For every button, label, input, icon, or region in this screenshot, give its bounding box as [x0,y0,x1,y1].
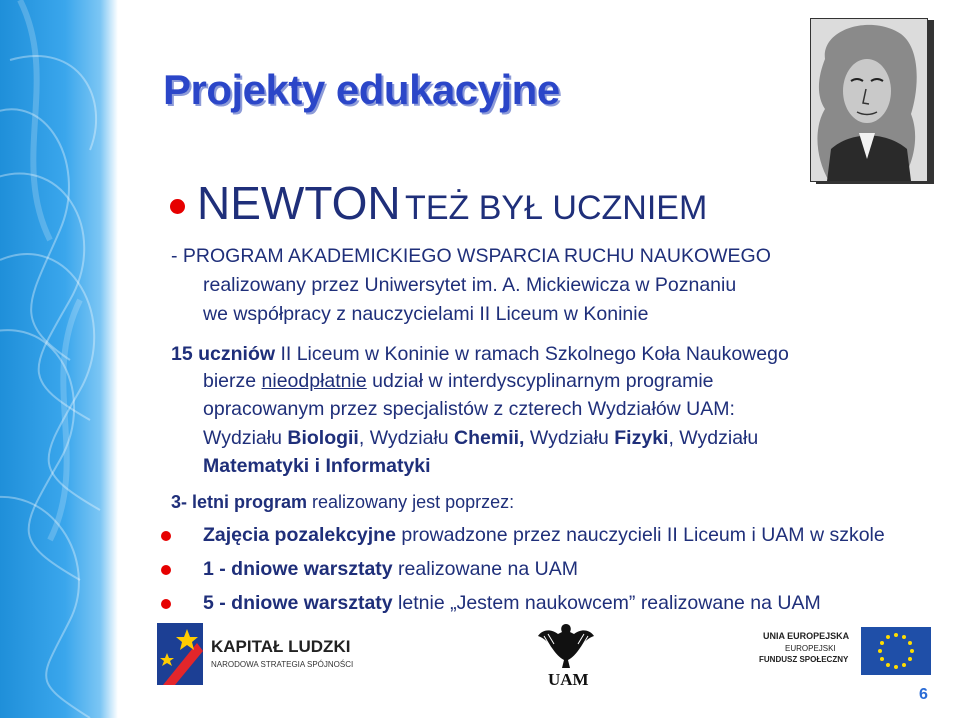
students-count: 15 uczniów [171,343,276,365]
eu-flag-icon [861,627,931,675]
bullet-item-2-bold: 1 - dniowe warsztaty [203,558,393,580]
faculty-math: Matematyki i Informatyki [203,455,431,477]
participation-pre: bierze [203,370,262,392]
uam-logo [536,620,596,690]
red-bullet-icon [161,565,171,575]
kapital-ludzki-logo [157,623,357,685]
red-bullet-icon [161,531,171,541]
decorative-sidebar [0,0,118,718]
newton-portrait [810,18,928,182]
program-intro [171,492,514,513]
page-number: 6 [919,686,928,703]
bullet-item-3 [203,592,821,615]
faculty-label-4: , Wydziału [668,427,759,449]
bullet-item-1 [203,524,885,547]
page-title: Projekty edukacyjne [163,66,560,113]
bullet-item-2-rest: realizowane na UAM [392,558,578,580]
faculty-physics: Fizyki [614,427,669,449]
program-line-3: we współpracy z nauczycielami II Liceum w Koninie [203,303,649,325]
bullet-item-1-bold: Zajęcia pozalekcyjne [203,524,396,546]
kapital-ludzki-name: KAPITAŁ LUDZKI [211,637,351,656]
bullet-item-3-bold: 5 - dniowe warsztaty [203,592,393,614]
prepared-line: opracowanym przez specjalistów z czterech Wydziałów UAM: [203,398,735,420]
sidebar-swirl-graphic [0,0,118,718]
eu-european-text: EUROPEJSKI [785,644,836,653]
faculty-label-1: Wydziału [203,427,288,449]
program-intro-rest: realizowany jest poprzez: [307,492,515,512]
eu-union-text: UNIA EUROPEJSKA [763,631,850,641]
newton-portrait-image [811,19,927,181]
program-line-1: - PROGRAM AKADEMICKIEGO WSPARCIA RUCHU NAUKOWEGO [171,245,771,267]
uam-text: UAM [548,670,589,689]
faculties-line [203,427,758,450]
headline-newton: NEWTON [197,177,401,229]
faculty-biology: Biologii [287,427,359,449]
bullet-item-2 [203,558,578,581]
participation-free: nieodpłatnie [261,370,367,392]
participation-post: udział w interdyscyplinarnym programie [366,370,714,392]
students-line [171,343,789,366]
eu-logo [755,623,935,683]
participation-line [203,370,714,393]
students-rest: II Liceum w Koninie w ramach Szkolnego Koła Naukowego [275,343,789,365]
red-bullet-icon [170,199,185,214]
program-intro-bold: 3- letni program [171,492,308,512]
kapital-ludzki-subtitle: NARODOWA STRATEGIA SPÓJNOŚCI [211,660,354,669]
faculty-label-2: , Wydziału [358,427,455,449]
bullet-item-3-rest: letnie „Jestem naukowcem” realizowane na UAM [392,592,821,614]
faculty-label-3: Wydziału [524,427,615,449]
kapital-ludzki-star-icon [157,623,207,685]
eu-fund-text: FUNDUSZ SPOŁECZNY [759,655,849,664]
bullet-item-1-rest: prowadzone przez nauczycieli II Liceum i UAM w szkole [395,524,885,546]
uam-eagle-icon [536,620,596,670]
headline-subtitle: TEŻ BYŁ UCZNIEM [405,189,708,227]
red-bullet-icon [161,599,171,609]
program-line-2: realizowany przez Uniwersytet im. A. Mickiewicza w Poznaniu [203,274,737,296]
headline [170,176,707,230]
faculty-chemistry: Chemii, [454,427,525,449]
